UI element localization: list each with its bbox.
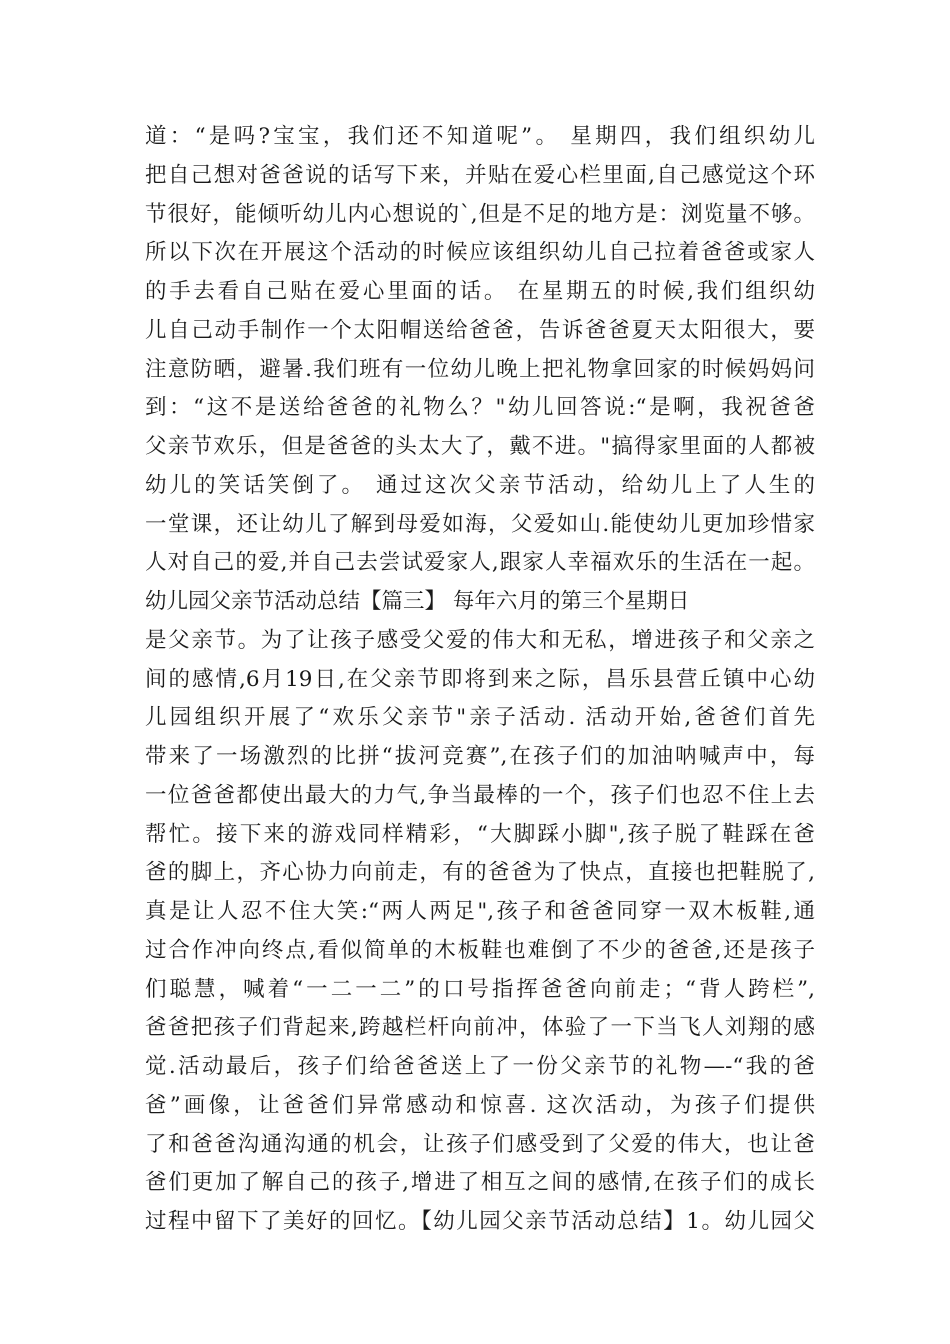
text-line: 所以下次在开展这个活动的时候应该组织幼儿自己拉着爸爸或家人	[145, 240, 815, 266]
text-line: 间的感情,6月19日,在父亲节即将到来之际，昌乐县营丘镇中心幼	[145, 666, 815, 692]
text-line: 爸的脚上，齐心协力向前走，有的爸爸为了快点，直接也把鞋脱了,	[145, 860, 815, 886]
text-line: 过程中留下了美好的回忆。【幼儿园父亲节活动总结】1。幼儿园父	[145, 1209, 815, 1234]
text-line: 一堂课，还让幼儿了解到母爱如海，父爱如山.能使幼儿更加珍惜家	[145, 511, 815, 537]
text-line: 到：“这不是送给爸爸的礼物么？"幼儿回答说:“是啊，我祝爸爸	[145, 395, 815, 421]
text-line: 过合作冲向终点,看似简单的木板鞋也难倒了不少的爸爸,还是孩子	[145, 937, 815, 963]
text-line: 爸”画像，让爸爸们异常感动和惊喜. 这次活动，为孩子们提供	[145, 1092, 815, 1118]
text-line: 爸爸把孩子们背起来,跨越栏杆向前冲，体验了一下当飞人刘翔的感	[145, 1015, 815, 1041]
text-line: 了和爸爸沟通沟通的机会，让孩子们感受到了父爱的伟大，也让爸	[145, 1131, 815, 1157]
body-text	[145, 118, 815, 1242]
text-line: 的手去看自己贴在爱心里面的话。 在星期五的时候,我们组织幼	[145, 279, 815, 304]
text-line: 们聪慧，喊着“一二一二”的口号指挥爸爸向前走；“背人跨栏”,	[145, 976, 815, 1002]
text-line: 人对自己的爱,并自己去尝试爱家人,跟家人幸福欢乐的生活在一起。	[145, 550, 815, 576]
text-line: 觉.活动最后，孩子们给爸爸送上了一份父亲节的礼物—-“我的爸	[145, 1054, 815, 1079]
text-line: 帮忙。接下来的游戏同样精彩，“大脚踩小脚",孩子脱了鞋踩在爸	[145, 821, 815, 847]
text-line: 儿园组织开展了“欢乐父亲节"亲子活动. 活动开始,爸爸们首先	[145, 705, 815, 731]
text-line: 道：“是吗?宝宝，我们还不知道呢”。 星期四，我们组织幼儿	[145, 124, 815, 149]
text-line: 真是让人忍不住大笑:“两人两足",孩子和爸爸同穿一双木板鞋,通	[145, 899, 815, 924]
section-heading-line: 幼儿园父亲节活动总结【篇三】 每年六月的第三个星期日	[145, 589, 690, 614]
text-line: 节很好，能倾听幼儿内心想说的`,但是不足的地方是：浏览量不够。	[145, 201, 815, 227]
text-line: 带来了一场激烈的比拼“拔河竞赛”,在孩子们的加油呐喊声中，每	[145, 744, 815, 769]
text-line: 是父亲节。为了让孩子感受父爱的伟大和无私，增进孩子和父亲之	[145, 627, 815, 653]
text-line: 爸们更加了解自己的孩子,增进了相互之间的感情,在孩子们的成长	[145, 1170, 815, 1196]
text-line: 幼儿的笑话笑倒了。 通过这次父亲节活动，给幼儿上了人生的	[145, 472, 815, 498]
text-line: 一位爸爸都使出最大的力气,争当最棒的一个，孩子们也忍不住上去	[145, 782, 815, 808]
text-line: 把自己想对爸爸说的话写下来，并贴在爱心栏里面,自己感觉这个环	[145, 162, 815, 188]
text-line: 儿自己动手制作一个太阳帽送给爸爸，告诉爸爸夏天太阳很大，要	[145, 317, 815, 343]
text-line: 父亲节欢乐，但是爸爸的头太大了，戴不进。"搞得家里面的人都被	[145, 434, 815, 459]
text-line: 注意防晒，避暑.我们班有一位幼儿晚上把礼物拿回家的时候妈妈问	[145, 356, 815, 382]
